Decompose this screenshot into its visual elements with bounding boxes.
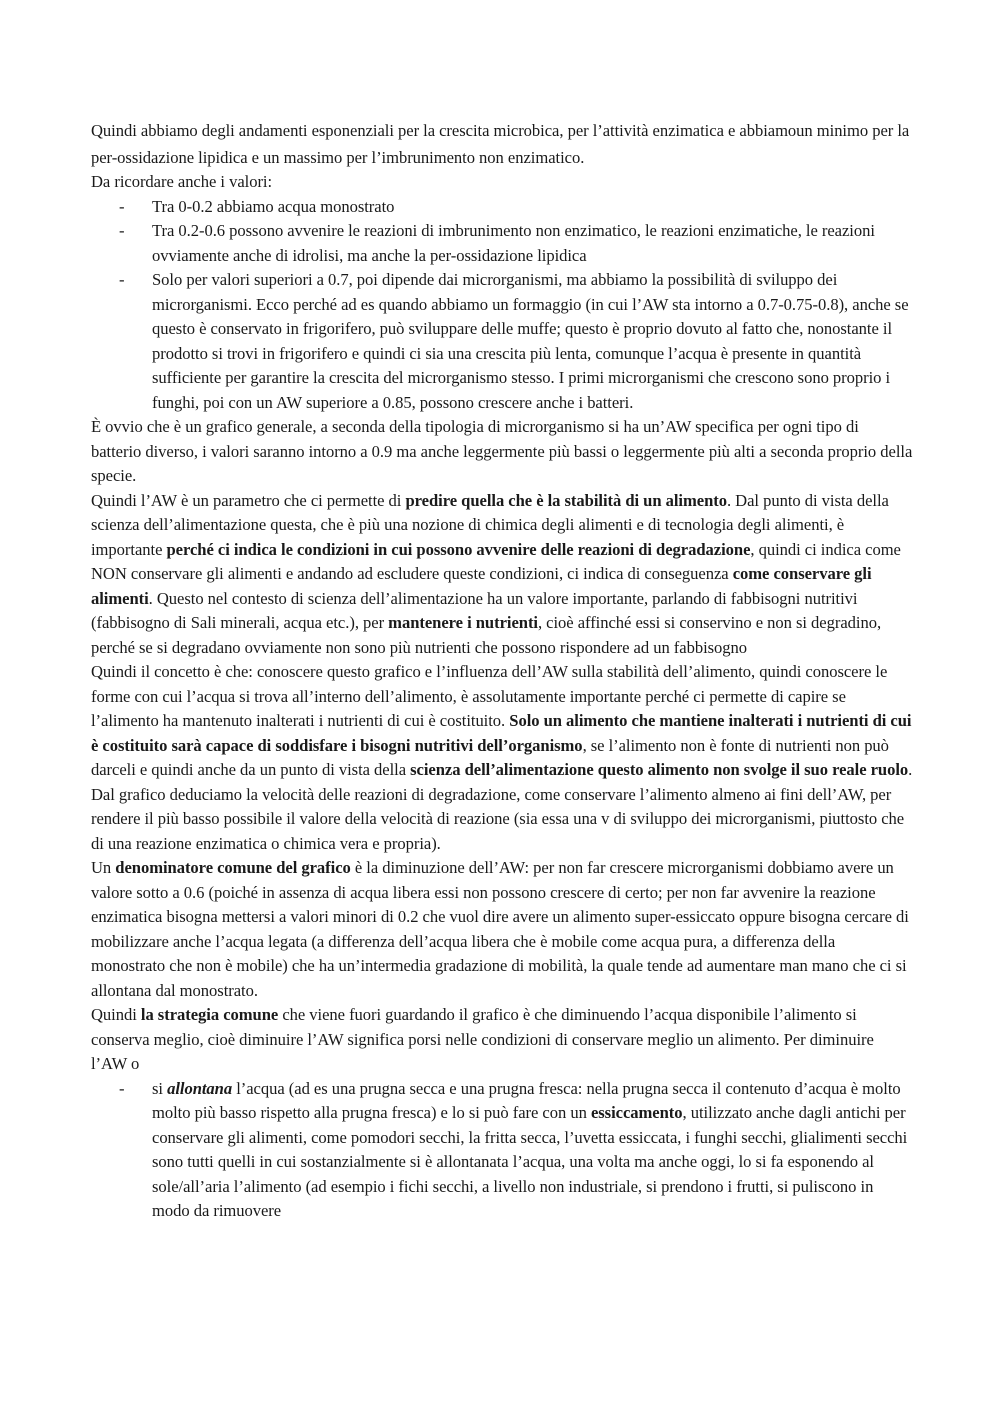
paragraph-common-denominator	[91, 856, 913, 1003]
paragraph-values-heading: Da ricordare anche i valori:	[91, 172, 273, 191]
list-item: - Tra 0-0.2 abbiamo acqua monostrato	[91, 195, 913, 220]
paragraph-general-graph: È ovvio che è un grafico generale, a seconda della tipologia di microrganismo si ha un’AW specifica per ogni tipo di batterio diverso, i valori saranno intorno a 0.9 ma anche leggermente più bassi o leggermente più alti a seconda proprio della specie.	[91, 417, 913, 485]
bold-run: perché ci indica le condizioni in cui possono avvenire delle reazioni di degradazione	[166, 539, 751, 559]
text-run: , quindi ci indica come NON conservare gli alimenti e andando ad escludere queste condizioni, ci indica di conseguenza	[91, 539, 901, 583]
text-run: l’acqua (ad es una prugna secca e una prugna fresca: nella prugna secca il contenuto d’acqua è molto molto più basso rispetto alla prugna fresca) e lo si può fare con un	[152, 1078, 901, 1122]
text-run: Quindi	[91, 1005, 141, 1024]
bold-italic-run: allontana	[167, 1078, 233, 1098]
text-run: , utilizzato anche dagli antichi per conservare gli alimenti, come pomodori secchi, la fritta secca, l’uvetta essiccata, i funghi secchi, glialimenti secchi sono tutti quelli in cui sostanzialmente si è allontanata l’acqua, una volta ma anche oggi, lo si fa esponendo al sole/all’aria l’alimento (ad esempio i fichi secchi, a livello non industriale, si prendono i frutti, si puliscono in modo da rimuovere	[152, 1103, 908, 1220]
bold-run: Solo un alimento che mantiene inalterati i nutrienti di cui è costituito sarà capace di soddisfare i bisogni nutritivi dell’organismo	[91, 711, 912, 755]
document-page	[91, 119, 913, 1224]
text-run: , se l’alimento non è fonte di nutrienti non può darceli e quindi anche da un punto di vista della	[91, 735, 889, 779]
text-run: si	[152, 1078, 168, 1098]
paragraph-aw-parameter	[91, 489, 913, 661]
bold-run: predire quella che è la stabilità di un alimento	[405, 490, 727, 510]
values-list	[91, 195, 913, 416]
text-run: . Dal grafico deduciamo la velocità delle reazioni di degradazione, come conservare l’alimento almeno ai fini dell’AW, per rendere il più basso possibile il valore della velocità di reazione (sia essa una v di sviluppo dei microrganismi, piuttosto che di una reazione enzimatica o chimica vera e propria).	[91, 760, 913, 853]
bold-run: essiccamento	[590, 1103, 683, 1122]
text-run: che viene fuori guardando il grafico è che diminuendo l’acqua disponibile l’alimento si conserva meglio, cioè diminuire l’AW significa porsi nelle condizioni di conservare meglio un alimento. Per diminuire l’AW o	[91, 1005, 874, 1073]
list-item: - Tra 0.2-0.6 possono avvenire le reazioni di imbrunimento non enzimatico, le reazioni enzimatiche, le reazioni ovviamente anche di idrolisi, ma anche la per-ossidazione lipidica	[91, 219, 913, 268]
text-run: , cioè affinché essi si conservino e non si degradino, perché se si degradano ovviamente non sono più nutrienti che possono rispondere ad un fabbisogno	[91, 613, 882, 657]
bold-run: la strategia comune	[140, 1005, 279, 1024]
list-item	[91, 1077, 913, 1224]
paragraph-common-strategy	[91, 1003, 913, 1077]
text-run: . Questo nel contesto di scienza dell’alimentazione ha un valore importante, parlando di fabbisogni nutritivi (fabbisogno di Sali minerali, acqua etc.), per	[91, 588, 858, 632]
bold-run: mantenere i nutrienti	[388, 613, 538, 632]
text-run: . Dal punto di vista della scienza dell’alimentazione questa, che è più una nozione di chimica degli alimenti e di tecnologia degli alimenti, è importante	[91, 490, 889, 559]
paragraph-intro-text: Quindi abbiamo degli andamenti esponenziali per la crescita microbica, per l’attività enzimatica e abbiamoun minimo per la per-ossidazione lipidica e un massimo per l’imbrunimento non enzimatico.	[91, 121, 910, 167]
text-run: Un	[91, 858, 116, 877]
paragraph-intro	[91, 119, 913, 170]
methods-list	[91, 1077, 913, 1224]
text-run: Quindi l’AW è un parametro che ci permette di	[91, 490, 406, 510]
paragraph-concept	[91, 660, 913, 856]
text-run: Quindi il concetto è che: conoscere questo grafico e l’influenza dell’AW sulla stabilità dell’alimento, quindi conoscere le forme con cui l’acqua si trova all’interno dell’alimento, è assolutamente importante perché ci permette di capire se l’alimento ha mantenuto inalterati i nutrienti di cui è costituito.	[91, 662, 888, 730]
bold-run: denominatore comune del grafico	[115, 858, 351, 877]
bold-run: come conservare gli alimenti	[91, 564, 872, 608]
text-run: è la diminuzione dell’AW: per non far crescere microrganismi dobbiamo avere un valore sotto a 0.6 (poiché in assenza di acqua libera essi non possono crescere di certo; per non far avvenire la reazione enzimatica bisogna mettersi a valori minori di 0.2 che vuol dire avere un alimento super-essiccato oppure bisogna cercare di mobilizzare anche l’acqua legata (a differenza dell’acqua libera che è mobile come acqua pura, a differenza della monostrato che non è mobile) che ha un’intermedia gradazione di mobilità, la quale tende ad aumentare man mano che ci si allontana dal monostrato.	[91, 858, 909, 1000]
list-item: - Solo per valori superiori a 0.7, poi dipende dai microrganismi, ma abbiamo la possibilità di sviluppo dei microrganismi. Ecco perché ad es quando abbiamo un formaggio (in cui l’AW sta intorno a 0.7-0.75-0.8), anche se questo è conservato in frigorifero, può sviluppare delle muffe; questo è proprio dovuto al fatto che, nonostante il prodotto si trovi in frigorifero e quindi ci sia una crescita più lenta, comunque l’acqua è presente in quantità sufficiente per garantire la crescita del microrganismo stesso. I primi microrganismi che crescono sono proprio i funghi, poi con un AW superiore a 0.85, possono crescere anche i batteri.	[91, 268, 913, 415]
bold-run: scienza dell’alimentazione questo alimento non svolge il suo reale ruolo	[410, 760, 909, 779]
